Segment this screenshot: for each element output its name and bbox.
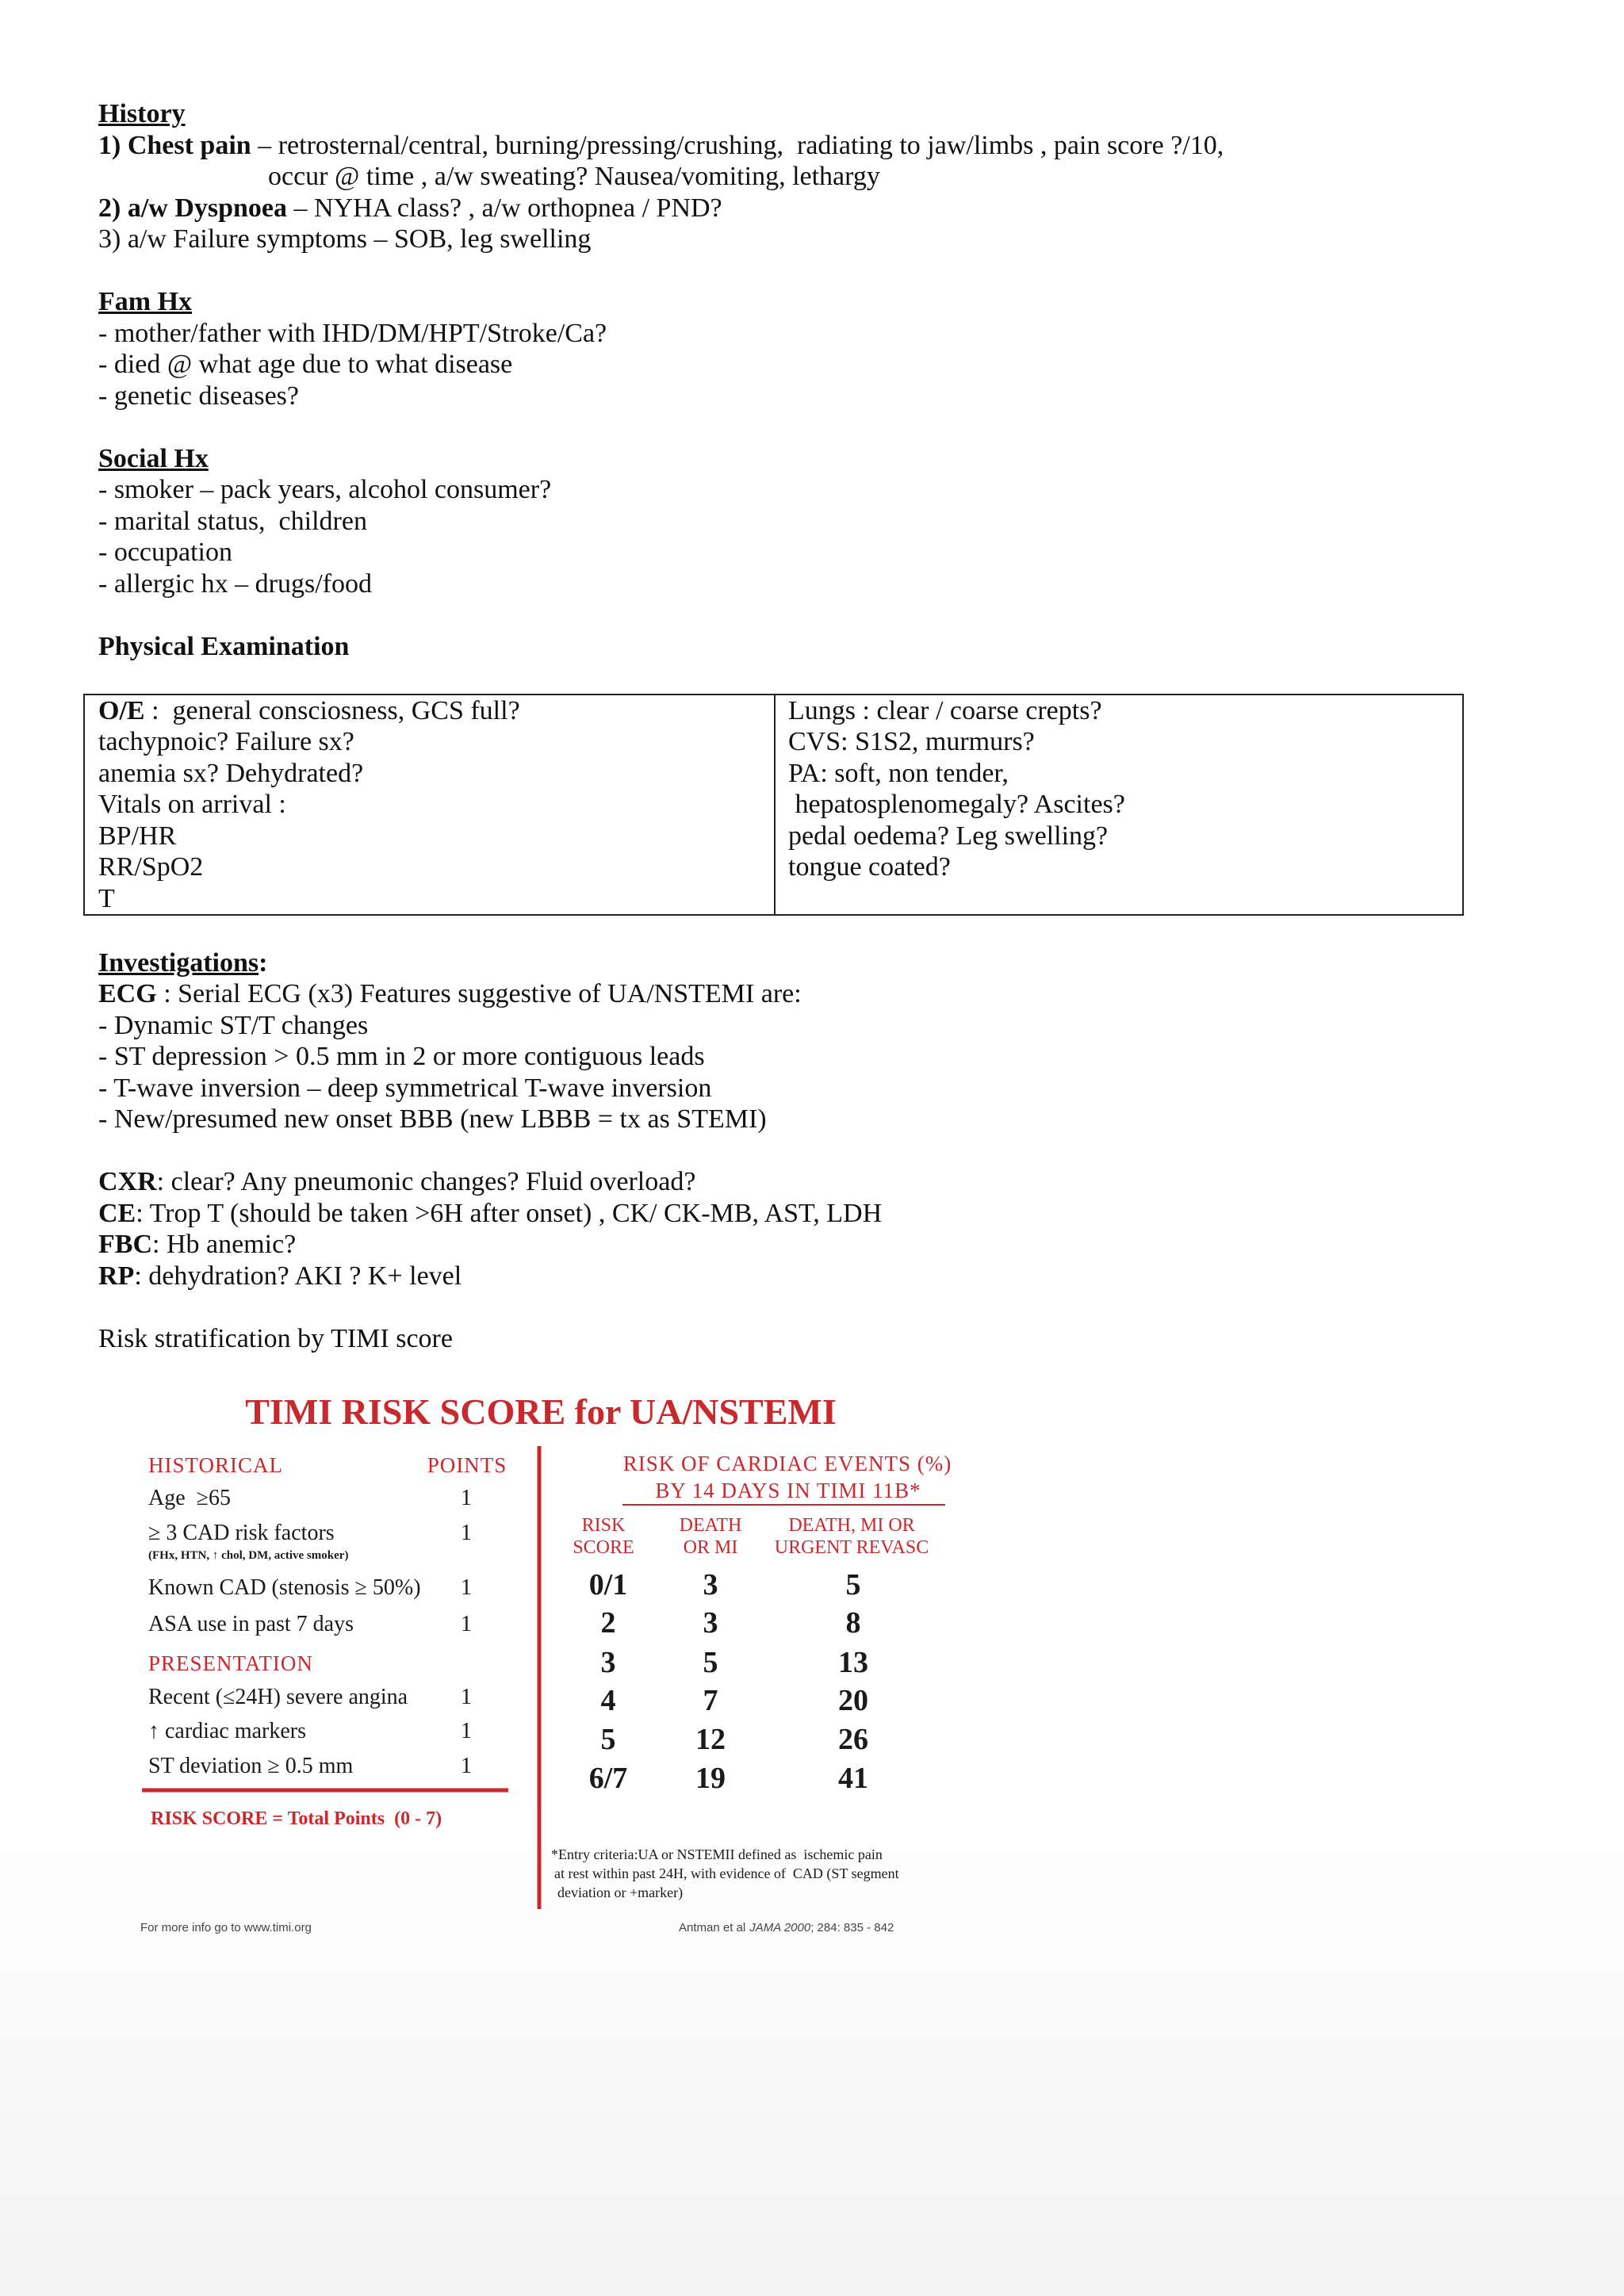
dyspnoea-line: [98, 193, 1526, 224]
death-mi-cell: 7: [703, 1684, 718, 1717]
social-hx-item: - marital status, children: [98, 506, 367, 536]
events-subheading: BY 14 DAYS IN TIMI 11B*: [655, 1479, 921, 1502]
chest-pain-continuation: [98, 161, 1526, 193]
failure-line: [98, 224, 1526, 255]
points-heading: POINTS: [427, 1453, 508, 1477]
table-line: [788, 695, 1462, 727]
exam-text: T: [98, 883, 115, 913]
spacer: [98, 1135, 1526, 1167]
fam-hx-title: Fam Hx: [98, 287, 193, 316]
citation-pages: ; 284: 835 - 842: [810, 1921, 894, 1934]
chest-pain-continuation-text: occur @ time , a/w sweating? Nausea/vomiting, lethargy: [268, 162, 880, 191]
column-header: URGENT REVASC: [774, 1537, 929, 1558]
chest-pain-label: 1) Chest pain: [98, 130, 251, 160]
ecg-text: : Serial ECG (x3) Features suggestive of UA/NSTEMI are:: [156, 979, 802, 1008]
systemic-exam-cell: [776, 695, 1462, 915]
rp-line: [98, 1261, 1526, 1292]
criterion-points: 1: [461, 1612, 472, 1636]
entry-criteria-footnote: *Entry criteria:UA or NSTEMII defined as ischemic pain: [551, 1846, 883, 1862]
column-header: RISK: [581, 1515, 626, 1536]
investigations-heading: [98, 947, 1526, 979]
criterion-label: ≥ 3 CAD risk factors: [148, 1521, 335, 1545]
exam-text: RR/SpO2: [98, 852, 204, 882]
test-label: CXR: [98, 1167, 157, 1196]
timi-title: TIMI RISK SCORE for UA/NSTEMI: [245, 1391, 837, 1432]
exam-text: PA: soft, non tender,: [788, 758, 1009, 788]
presentation-heading: PRESENTATION: [148, 1651, 313, 1675]
dyspnoea-label: 2) a/w Dyspnoea: [98, 193, 288, 223]
dyspnoea-text: – NYHA class? , a/w orthopnea / PND?: [287, 193, 722, 223]
criterion-note: (FHx, HTN, ↑ chol, DM, active smoker): [148, 1549, 349, 1562]
ecg-label: ECG: [98, 979, 157, 1008]
history-heading: [98, 98, 1526, 130]
table-line: [98, 789, 774, 821]
list-item: [98, 381, 1526, 412]
oe-text: : general consciosness, GCS full?: [144, 695, 520, 725]
citation-authors: Antman et al: [679, 1921, 746, 1934]
criterion-points: 1: [461, 1521, 472, 1545]
composite-cell: 13: [838, 1646, 868, 1679]
risk-score-cell: 6/7: [588, 1762, 628, 1795]
spacer: [98, 662, 1526, 694]
criterion-points: 1: [461, 1575, 472, 1600]
list-item: [98, 349, 1526, 381]
social-hx-heading: [98, 443, 1526, 475]
investigations-colon: :: [259, 947, 268, 978]
ecg-feature: - ST depression > 0.5 mm in 2 or more contiguous leads: [98, 1042, 705, 1071]
fam-hx-item: - genetic diseases?: [98, 381, 299, 411]
risk-note-line: [98, 1323, 1526, 1355]
risk-score-cell: 3: [600, 1646, 616, 1679]
criterion-label: Known CAD (stenosis ≥ 50%): [148, 1575, 421, 1600]
clerking-notes: [98, 98, 1526, 1354]
composite-cell: 26: [838, 1723, 868, 1756]
column-header: DEATH, MI OR: [788, 1515, 915, 1536]
criterion-points: 1: [461, 1486, 472, 1510]
criterion-label: ASA use in past 7 days: [148, 1612, 354, 1636]
ce-line: [98, 1198, 1526, 1230]
table-line: [98, 883, 774, 915]
table-line: [98, 758, 774, 790]
list-item: [98, 506, 1526, 538]
risk-score-cell: 0/1: [588, 1568, 628, 1601]
composite-cell: 41: [838, 1762, 868, 1795]
fam-hx-item: - mother/father with IHD/DM/HPT/Stroke/Ca?: [98, 318, 607, 348]
spacer: [98, 1292, 1526, 1323]
entry-criteria-footnote: at rest within past 24H, with evidence of CAD (ST segment: [554, 1866, 899, 1881]
table-line: [788, 851, 1462, 883]
entry-criteria-footnote: deviation or +marker): [557, 1885, 684, 1900]
citation: [679, 1921, 894, 1934]
test-text: : Trop T (should be taken >6H after onset) , CK/ CK-MB, AST, LDH: [136, 1198, 883, 1228]
list-item: [98, 474, 1526, 506]
exam-text: CVS: S1S2, murmurs?: [788, 727, 1035, 756]
fam-hx-heading: [98, 286, 1526, 318]
criterion-label: ST deviation ≥ 0.5 mm: [148, 1754, 354, 1778]
physical-exam-title: Physical Examination: [98, 631, 350, 661]
social-hx-title: Social Hx: [98, 443, 209, 473]
death-mi-cell: 12: [695, 1723, 726, 1756]
failure-text: 3) a/w Failure symptoms – SOB, leg swelling: [98, 224, 592, 254]
more-info-text: For more info go to www.timi.org: [140, 1921, 312, 1934]
test-text: : clear? Any pneumonic changes? Fluid overload?: [156, 1167, 696, 1196]
ecg-feature: - T-wave inversion – deep symmetrical T-wave inversion: [98, 1073, 712, 1103]
column-header: DEATH: [679, 1515, 742, 1536]
oe-label: O/E: [98, 695, 145, 725]
exam-text: BP/HR: [98, 821, 177, 851]
table-line: [788, 758, 1462, 790]
composite-cell: 5: [845, 1568, 861, 1601]
column-header: SCORE: [573, 1537, 634, 1558]
ecg-feature: - New/presumed new onset BBB (new LBBB = tx as STEMI): [98, 1104, 767, 1134]
criterion-points: 1: [461, 1754, 472, 1778]
cxr-line: [98, 1166, 1526, 1198]
list-item: [98, 318, 1526, 350]
death-mi-cell: 3: [703, 1568, 718, 1601]
exam-text: pedal oedema? Leg swelling?: [788, 821, 1109, 851]
investigations-title: Investigations: [98, 947, 259, 978]
test-label: CE: [98, 1198, 136, 1228]
test-text: : Hb anemic?: [152, 1230, 297, 1259]
citation-journal: JAMA 2000: [749, 1921, 811, 1934]
composite-cell: 8: [845, 1606, 861, 1640]
fbc-line: [98, 1229, 1526, 1261]
risk-note: Risk stratification by TIMI score: [98, 1323, 453, 1353]
exam-text: anemia sx? Dehydrated?: [98, 758, 364, 788]
list-item: [98, 537, 1526, 568]
table-line: [788, 726, 1462, 758]
criterion-points: 1: [461, 1685, 472, 1709]
timi-risk-score-figure: [119, 1364, 991, 1950]
ecg-feature: - Dynamic ST/T changes: [98, 1010, 369, 1040]
list-item: [98, 1041, 1526, 1073]
chest-pain-text: – retrosternal/central, burning/pressing/crushing, radiating to jaw/limbs , pain score ?/10,: [251, 130, 1224, 160]
table-line: [788, 789, 1462, 821]
social-hx-item: - occupation: [98, 538, 232, 567]
death-mi-cell: 5: [703, 1646, 718, 1679]
table-line: [98, 851, 774, 883]
exam-text: Lungs : clear / coarse crepts?: [788, 695, 1102, 725]
list-item: [98, 568, 1526, 600]
table-line: [788, 821, 1462, 852]
historical-heading: HISTORICAL: [148, 1453, 284, 1477]
criterion-label: Age ≥65: [148, 1486, 232, 1510]
events-heading: RISK OF CARDIAC EVENTS (%): [622, 1452, 952, 1475]
fam-hx-item: - died @ what age due to what disease: [98, 350, 513, 379]
exam-text: tachypnoic? Failure sx?: [98, 727, 354, 756]
physical-exam-heading: [98, 631, 1526, 663]
column-header: OR MI: [683, 1537, 738, 1558]
death-mi-cell: 3: [703, 1606, 718, 1640]
history-title: History: [98, 99, 186, 128]
criterion-label: ↑ cardiac markers: [148, 1719, 306, 1743]
exam-text: Vitals on arrival :: [98, 790, 286, 819]
spacer: [98, 599, 1526, 631]
physical-exam-table: [83, 694, 1464, 916]
death-mi-cell: 19: [695, 1762, 726, 1795]
chest-pain-line: [98, 130, 1526, 162]
spacer: [98, 411, 1526, 443]
exam-text: tongue coated?: [788, 852, 951, 882]
list-item: [98, 1010, 1526, 1042]
risk-score-cell: 2: [600, 1606, 616, 1640]
table-line: [98, 821, 774, 852]
ecg-line: [98, 978, 1526, 1010]
test-label: FBC: [98, 1230, 152, 1259]
risk-score-cell: 5: [600, 1723, 616, 1756]
risk-score-cell: 4: [600, 1684, 616, 1717]
criterion-label: Recent (≤24H) severe angina: [148, 1685, 408, 1709]
list-item: [98, 1073, 1526, 1104]
spacer: [98, 916, 1526, 947]
risk-score-total: RISK SCORE = Total Points (0 - 7): [151, 1808, 442, 1829]
social-hx-item: - smoker – pack years, alcohol consumer?: [98, 475, 552, 504]
composite-cell: 20: [838, 1684, 868, 1717]
social-hx-item: - allergic hx – drugs/food: [98, 568, 372, 599]
table-line: [98, 695, 774, 727]
spacer: [98, 255, 1526, 287]
table-line: [98, 726, 774, 758]
exam-text: hepatosplenomegaly? Ascites?: [788, 790, 1125, 819]
criterion-points: 1: [461, 1719, 472, 1743]
list-item: [98, 1104, 1526, 1135]
test-text: : dehydration? AKI ? K+ level: [134, 1261, 462, 1291]
test-label: RP: [98, 1261, 135, 1291]
general-exam-cell: [85, 695, 776, 915]
